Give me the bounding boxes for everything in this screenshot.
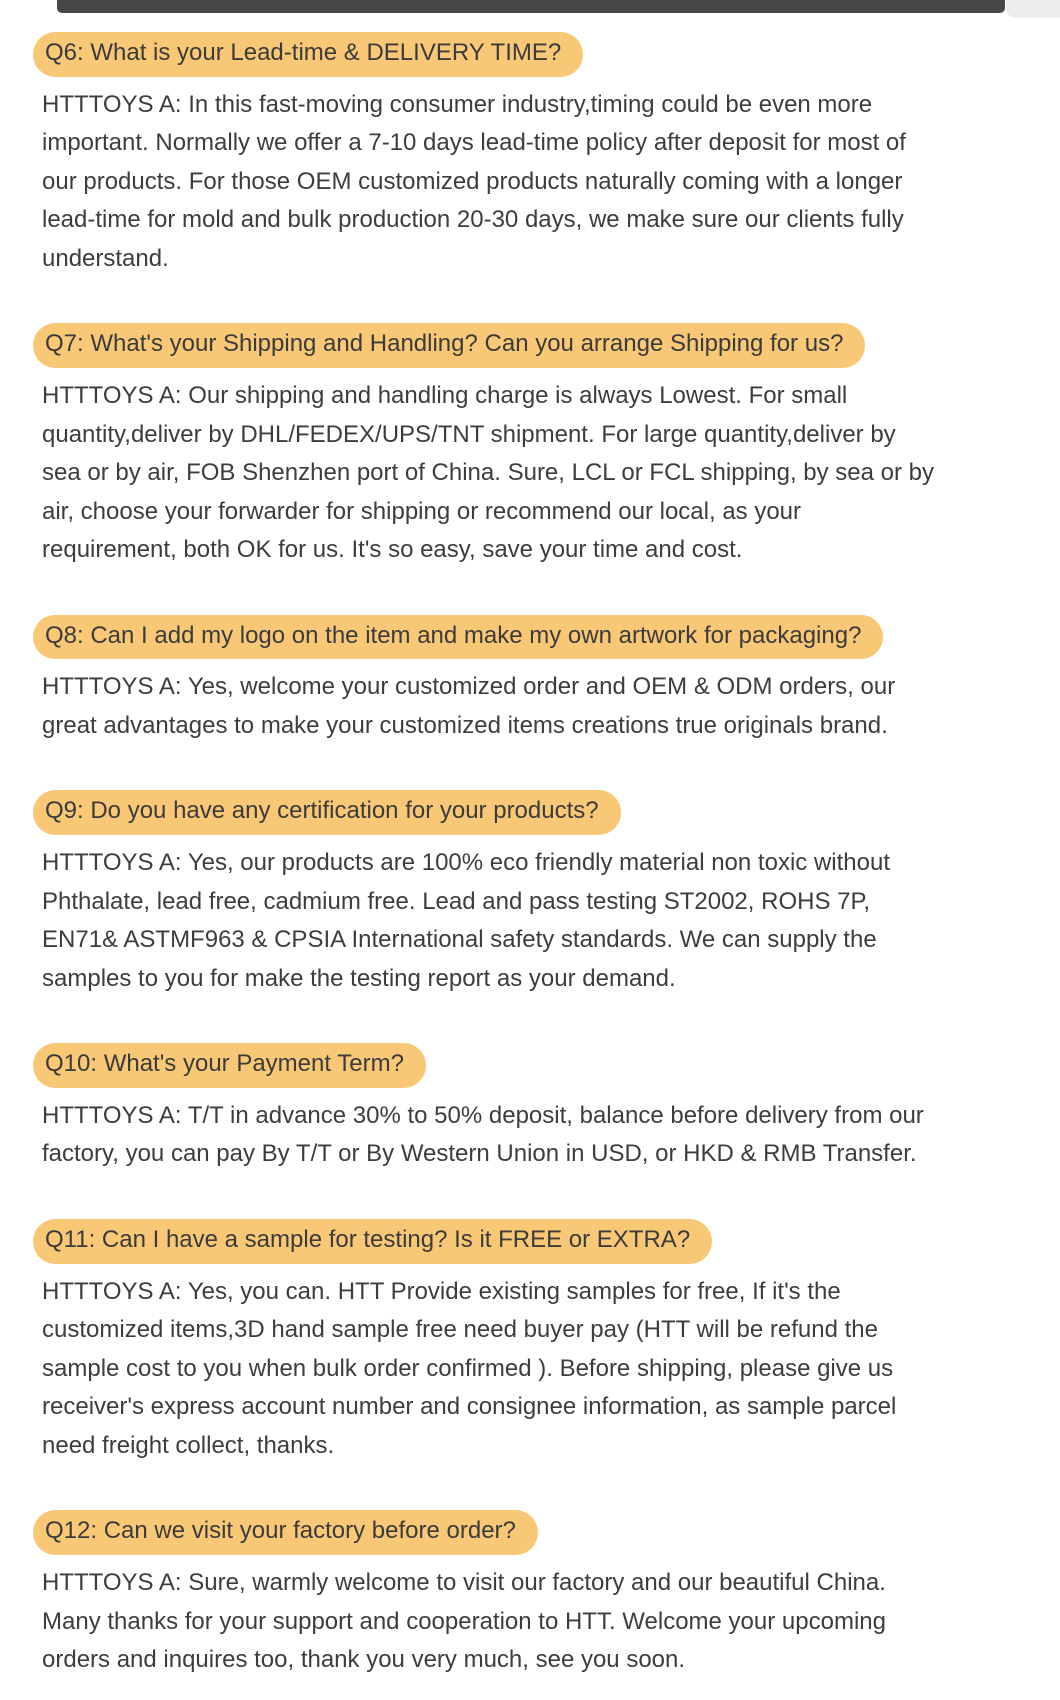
faq-answer: HTTTOYS A: Sure, warmly welcome to visit our factory and our beautiful China. Many thanks for your support and cooperation to HTT. Welcome your upcoming orders and inquires too, thank you very much, see you soon. — [42, 1569, 886, 1674]
faq-question: Q12: Can we visit your factory before order? — [33, 1510, 538, 1555]
faq-question: Q10: What's your Payment Term? — [33, 1043, 426, 1088]
faq-item — [33, 1043, 938, 1174]
top-right-corner-shape — [1006, 0, 1060, 18]
top-divider-bar — [57, 0, 1005, 13]
faq-question: Q8: Can I add my logo on the item and make my own artwork for packaging? — [33, 615, 883, 660]
faq-answer: HTTTOYS A: In this fast-moving consumer industry,timing could be even more important. Normally we offer a 7-10 days lead-time policy after deposit for most of our products. For those OEM customized products naturally coming with a longer lead-time for mold and bulk production 20-30 days, we make sure our clients fully understand. — [42, 90, 906, 272]
faq-question: Q9: Do you have any certification for your products? — [33, 790, 621, 835]
faq-item — [33, 1219, 938, 1465]
faq-item — [33, 32, 938, 278]
faq-answer: HTTTOYS A: Yes, you can. HTT Provide existing samples for free, If it's the customized items,3D hand sample free need buyer pay (HTT will be refund the sample cost to you when bulk order confirmed ). Before shipping, please give us receiver's express account number and consignee information, as sample parcel need freight collect, thanks. — [42, 1277, 897, 1459]
faq-answer: HTTTOYS A: Yes, welcome your customized order and OEM & ODM orders, our great advantages to make your customized items creations true originals brand. — [42, 673, 896, 739]
faq-item — [33, 790, 938, 998]
faq-item — [33, 1510, 938, 1679]
faq-answer: HTTTOYS A: Yes, our products are 100% eco friendly material non toxic without Phthalate, lead free, cadmium free. Lead and pass testing ST2002, ROHS 7P, EN71& ASTMF963 & CPSIA International safety standards. We can supply the samples to you for make the testing report as your demand. — [42, 849, 890, 992]
faq-question: Q7: What's your Shipping and Handling? Can you arrange Shipping for us? — [33, 323, 865, 368]
faq-item — [33, 323, 938, 569]
faq-question: Q11: Can I have a sample for testing? Is it FREE or EXTRA? — [33, 1219, 712, 1264]
faq-answer: HTTTOYS A: Our shipping and handling charge is always Lowest. For small quantity,deliver by DHL/FEDEX/UPS/TNT shipment. For large quantity,deliver by sea or by air, FOB Shenzhen port of China. Sure, LCL or FCL shipping, by sea or by air, choose your forwarder for shipping or recommend our local, as your requirement, both OK for us. It's so easy, save your time and cost. — [42, 382, 935, 564]
faq-question: Q6: What is your Lead-time & DELIVERY TIME? — [33, 32, 583, 77]
faq-answer: HTTTOYS A: T/T in advance 30% to 50% deposit, balance before delivery from our factory, you can pay By T/T or By Western Union in USD, or HKD & RMB Transfer. — [42, 1101, 924, 1168]
faq-item — [33, 615, 938, 746]
